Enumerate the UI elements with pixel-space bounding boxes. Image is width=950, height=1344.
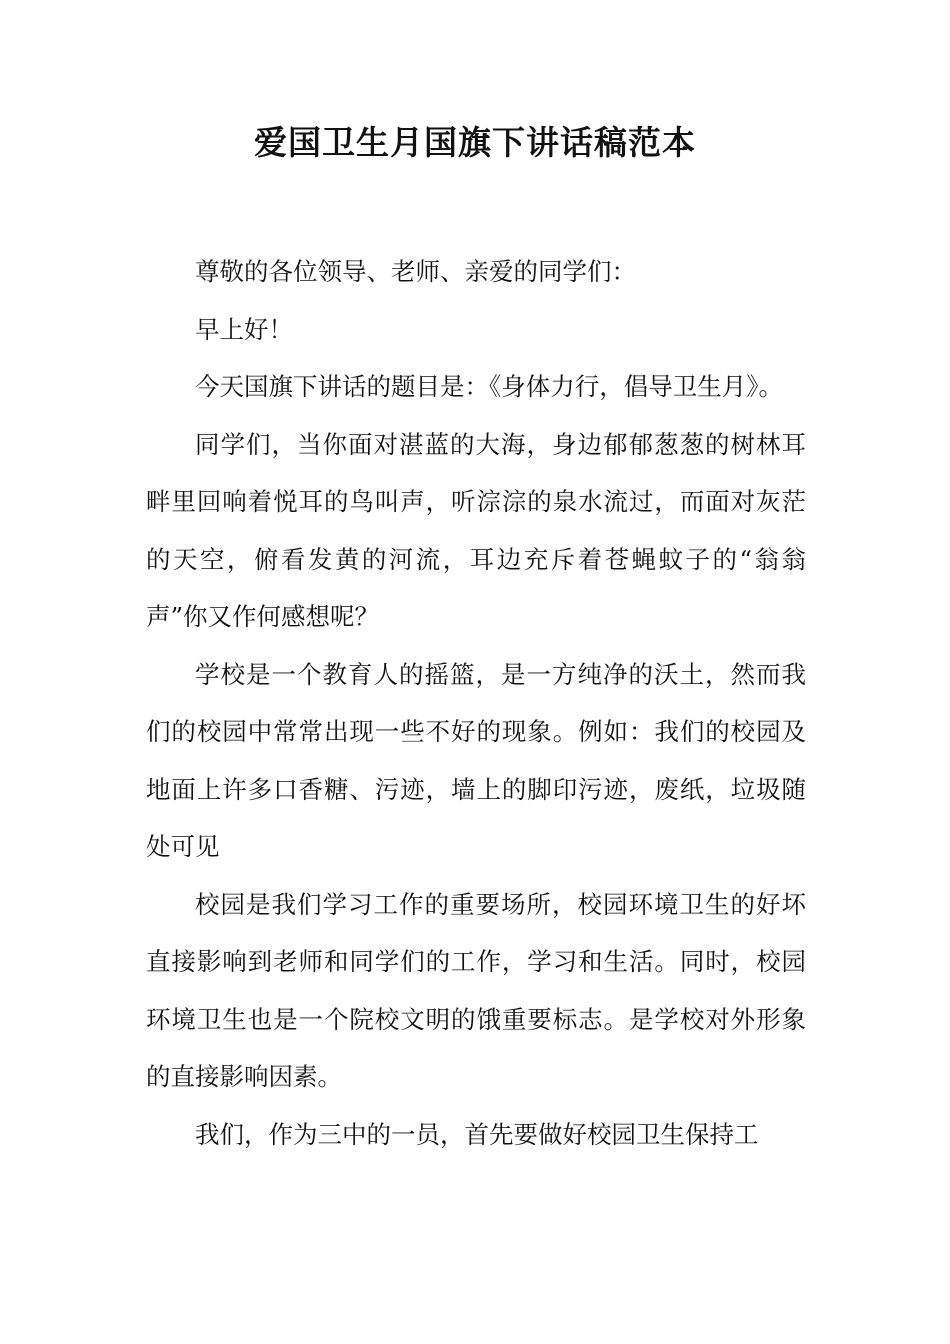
paragraph-campus-importance: 校园是我们学习工作的重要场所，校园环境卫生的好坏直接影响到老师和同学们的工作，学习和生活。同时，校园环境卫生也是一个院校文明的饿重要标志。是学校对外形象的直接影响因素。: [146, 889, 806, 1091]
document-body: [146, 243, 806, 1163]
paragraph-good-morning: 早上好！: [195, 314, 293, 344]
paragraph-responsibility: 我们，作为三中的一员，首先要做好校园卫生保持工: [195, 1119, 759, 1149]
paragraph-greeting: 尊敬的各位领导、老师、亲爱的同学们：: [195, 257, 636, 286]
paragraph-environment: 同学们，当你面对湛蓝的大海，身边郁郁葱葱的树林耳畔里回响着悦耳的鸟叫声，听淙淙的泉水流过，而面对灰茫的天空，俯看发黄的河流，耳边充斥着苍蝇蚊子的“翁翁声”你又作何感想呢？: [146, 429, 806, 631]
document-title: 爱国卫生月国旗下讲话稿范本: [254, 123, 696, 162]
paragraph-school-problems: 学校是一个教育人的摇篮，是一方纯净的沃土，然而我们的校园中常常出现一些不好的现象。例如：我们的校园及地面上许多口香糖、污迹，墙上的脚印污迹，废纸，垃圾随处可见: [146, 659, 806, 861]
paragraph-topic: 今天国旗下讲话的题目是：《身体力行，倡导卫生月》。: [195, 372, 783, 401]
